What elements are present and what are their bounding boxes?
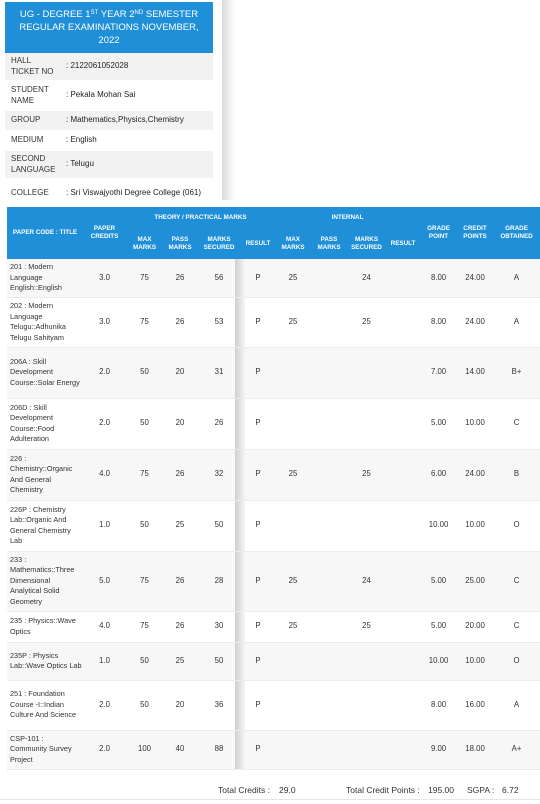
grade-obtained-cell: C (493, 611, 540, 642)
col-credit-points: CREDIT POINTS (457, 207, 493, 259)
credit-points-cell: 10.00 (457, 642, 493, 680)
table-header-row-1 (7, 207, 540, 229)
info-rows (5, 53, 213, 209)
theory-secured-value: 50 (214, 655, 224, 665)
paper-title-cell: 202 : Modern Language Telugu::Adhunika Telugu Sahityam (7, 297, 83, 347)
info-row (5, 131, 213, 151)
grade-point-cell: 10.00 (420, 642, 457, 680)
grade-point-cell: 5.00 (420, 398, 457, 449)
internal-pass-cell (311, 347, 347, 398)
student-info-panel (5, 2, 213, 209)
theory-secured-cell (197, 449, 241, 500)
internal-pass-cell (311, 611, 347, 642)
theory-max-cell: 75 (126, 449, 163, 500)
internal-secured-cell (347, 347, 386, 398)
col-theory-max-marks: MAX MARKS (126, 229, 163, 259)
paper-credits-cell: 1.0 (83, 500, 126, 551)
internal-result-cell (386, 347, 420, 398)
theory-pass-cell: 26 (163, 449, 197, 500)
paper-title-cell: 235P : Physics Lab::Wave Optics Lab (7, 642, 83, 680)
grade-obtained-cell: A (493, 259, 540, 297)
page-fold-shadow (235, 552, 245, 611)
info-row (5, 81, 213, 111)
page-fold-shadow (235, 731, 245, 769)
paper-credits-cell: 2.0 (83, 398, 126, 449)
theory-secured-value: 53 (214, 316, 224, 326)
internal-secured-cell: 25 (347, 449, 386, 500)
page-fold-shadow (235, 612, 245, 642)
theory-secured-cell (197, 500, 241, 551)
page-fold-shadow (235, 298, 245, 347)
col-group-theory: THEORY / PRACTICAL MARKS (126, 207, 275, 229)
table-row (7, 449, 540, 500)
theory-result-cell: P (241, 398, 275, 449)
col-internal-result: RESULT (386, 229, 420, 259)
total-credit-points-label: Total Credit Points : (346, 785, 420, 795)
exam-title-part: YEAR 2 (98, 9, 135, 20)
credit-points-cell: 24.00 (457, 449, 493, 500)
info-value: : Pekala Mohan Sai (60, 87, 213, 104)
paper-title-cell: 235 : Physics::Wave Optics (7, 611, 83, 642)
table-row (7, 642, 540, 680)
internal-max-cell: 25 (275, 449, 311, 500)
paper-credits-cell: 2.0 (83, 347, 126, 398)
grade-point-cell: 8.00 (420, 297, 457, 347)
credit-points-cell: 25.00 (457, 551, 493, 611)
grade-obtained-cell: B (493, 449, 540, 500)
col-grade-point: GRADE POINT (420, 207, 457, 259)
theory-pass-cell: 26 (163, 611, 197, 642)
page-fold-shadow (235, 501, 245, 551)
internal-result-cell (386, 398, 420, 449)
theory-max-cell: 100 (126, 730, 163, 769)
internal-result-cell (386, 449, 420, 500)
theory-secured-value: 26 (214, 418, 224, 428)
internal-pass-cell (311, 730, 347, 769)
total-credits-label: Total Credits : (218, 785, 270, 795)
exam-title-part: SEMESTER (143, 9, 199, 20)
internal-pass-cell (311, 680, 347, 730)
grade-obtained-cell: O (493, 642, 540, 680)
grade-point-cell: 5.00 (420, 551, 457, 611)
info-value: : Telugu (60, 156, 213, 173)
table-row (7, 259, 540, 297)
internal-secured-cell (347, 398, 386, 449)
grade-point-cell: 5.00 (420, 611, 457, 642)
theory-result-cell: P (241, 297, 275, 347)
paper-title-cell: 233 : Mathematics::Three Dimensional Analytical Solid Geometry (7, 551, 83, 611)
info-value: : Sri Viswajyothi Degree College (061) (60, 185, 213, 202)
page-fold-shadow (235, 681, 245, 730)
grade-obtained-cell: C (493, 551, 540, 611)
credit-points-cell: 24.00 (457, 259, 493, 297)
internal-max-cell: 25 (275, 297, 311, 347)
theory-pass-cell: 20 (163, 398, 197, 449)
info-row (5, 151, 213, 179)
exam-title-sup: ST (90, 10, 99, 16)
internal-max-cell (275, 500, 311, 551)
paper-title-cell: 226P : Chemistry Lab::Organic And General Chemistry Lab (7, 500, 83, 551)
internal-pass-cell (311, 398, 347, 449)
exam-title-line2: REGULAR EXAMINATIONS NOVEMBER, 2022 (19, 22, 199, 46)
table-row (7, 551, 540, 611)
col-paper-credits: PAPER CREDITS (83, 207, 126, 259)
paper-credits-cell: 2.0 (83, 730, 126, 769)
internal-pass-cell (311, 500, 347, 551)
theory-max-cell: 50 (126, 398, 163, 449)
totals-bar (0, 784, 540, 798)
grade-obtained-cell: C (493, 398, 540, 449)
theory-pass-cell: 25 (163, 642, 197, 680)
theory-max-cell: 50 (126, 642, 163, 680)
page-fold-shadow (235, 450, 245, 500)
credit-points-cell: 10.00 (457, 500, 493, 551)
col-group-internal: INTERNAL (275, 207, 420, 229)
theory-max-cell: 50 (126, 500, 163, 551)
internal-result-cell (386, 500, 420, 551)
grade-obtained-cell: A (493, 297, 540, 347)
theory-secured-value: 50 (214, 520, 224, 530)
theory-max-cell: 75 (126, 611, 163, 642)
internal-secured-cell (347, 730, 386, 769)
paper-credits-cell: 5.0 (83, 551, 126, 611)
info-label: HALL TICKET NO (11, 56, 54, 76)
internal-result-cell (386, 297, 420, 347)
table-row (7, 500, 540, 551)
paper-title-cell: 251 : Foundation Course -I::Indian Culture And Science (7, 680, 83, 730)
internal-pass-cell (311, 642, 347, 680)
page-fold-shadow (235, 259, 245, 297)
theory-max-cell: 75 (126, 297, 163, 347)
theory-secured-value: 31 (214, 367, 224, 377)
table-row (7, 730, 540, 769)
theory-result-cell: P (241, 500, 275, 551)
info-row (5, 179, 213, 209)
page-fold-shadow (222, 0, 236, 200)
paper-credits-cell: 2.0 (83, 680, 126, 730)
internal-secured-cell: 24 (347, 259, 386, 297)
paper-title-cell: 201 : Modern Language English::English (7, 259, 83, 297)
internal-secured-cell: 25 (347, 297, 386, 347)
theory-secured-value: 88 (214, 744, 224, 754)
info-label: STUDENT NAME (11, 85, 49, 105)
internal-secured-cell (347, 680, 386, 730)
col-internal-pass-marks: PASS MARKS (311, 229, 347, 259)
credit-points-cell: 24.00 (457, 297, 493, 347)
internal-pass-cell (311, 297, 347, 347)
theory-secured-cell (197, 347, 241, 398)
theory-result-cell: P (241, 259, 275, 297)
paper-title-cell: CSP-101 : Community Survey Project (7, 730, 83, 769)
credit-points-cell: 18.00 (457, 730, 493, 769)
internal-pass-cell (311, 449, 347, 500)
internal-max-cell: 25 (275, 611, 311, 642)
grade-obtained-cell: O (493, 500, 540, 551)
table-row (7, 297, 540, 347)
theory-pass-cell: 25 (163, 500, 197, 551)
col-theory-result: RESULT (241, 229, 275, 259)
grade-obtained-cell: A+ (493, 730, 540, 769)
theory-secured-cell (197, 297, 241, 347)
paper-credits-cell: 3.0 (83, 297, 126, 347)
sgpa-value: 6.72 (502, 785, 519, 795)
theory-secured-value: 32 (214, 469, 224, 479)
info-row (5, 111, 213, 131)
theory-secured-value: 28 (214, 575, 224, 585)
internal-result-cell (386, 642, 420, 680)
col-paper-code-title: PAPER CODE : TITLE (7, 207, 83, 259)
theory-result-cell: P (241, 611, 275, 642)
internal-result-cell (386, 259, 420, 297)
theory-secured-cell (197, 680, 241, 730)
grade-obtained-cell: A (493, 680, 540, 730)
total-credits-value: 29.0 (279, 785, 296, 795)
grade-point-cell: 10.00 (420, 500, 457, 551)
internal-max-cell: 25 (275, 551, 311, 611)
grade-point-cell: 9.00 (420, 730, 457, 769)
exam-title-line1 (9, 7, 209, 21)
paper-credits-cell: 3.0 (83, 259, 126, 297)
theory-result-cell: P (241, 642, 275, 680)
info-label: COLLEGE (11, 188, 49, 198)
page-fold-shadow (235, 399, 245, 449)
info-label: SECOND LANGUAGE (11, 154, 56, 174)
theory-result-cell: P (241, 551, 275, 611)
internal-result-cell (386, 611, 420, 642)
exam-title-part: UG - DEGREE 1 (19, 9, 91, 20)
col-theory-pass-marks: PASS MARKS (163, 229, 197, 259)
totals-divider (0, 799, 540, 800)
theory-result-cell: P (241, 449, 275, 500)
grade-point-cell: 7.00 (420, 347, 457, 398)
theory-max-cell: 50 (126, 680, 163, 730)
theory-pass-cell: 26 (163, 259, 197, 297)
theory-secured-cell (197, 611, 241, 642)
credit-points-cell: 20.00 (457, 611, 493, 642)
info-value: : English (60, 132, 213, 149)
internal-pass-cell (311, 259, 347, 297)
sgpa-label: SGPA : (467, 785, 495, 795)
credit-points-cell: 16.00 (457, 680, 493, 730)
exam-header (5, 2, 213, 53)
theory-secured-value: 36 (214, 699, 224, 709)
marks-table (7, 207, 540, 770)
internal-max-cell (275, 347, 311, 398)
internal-secured-cell (347, 500, 386, 551)
grade-point-cell: 6.00 (420, 449, 457, 500)
internal-result-cell (386, 551, 420, 611)
theory-pass-cell: 26 (163, 297, 197, 347)
theory-result-cell: P (241, 730, 275, 769)
theory-result-cell: P (241, 680, 275, 730)
grade-point-cell: 8.00 (420, 680, 457, 730)
page-fold-shadow (235, 348, 245, 398)
theory-secured-value: 56 (214, 272, 224, 282)
paper-credits-cell: 4.0 (83, 611, 126, 642)
internal-result-cell (386, 680, 420, 730)
theory-secured-cell (197, 730, 241, 769)
col-grade-obtained: GRADE OBTAINED (493, 207, 540, 259)
page-fold-shadow (235, 643, 245, 680)
col-internal-marks-secured: MARKS SECURED (347, 229, 386, 259)
theory-max-cell: 75 (126, 259, 163, 297)
internal-secured-cell (347, 642, 386, 680)
info-label: MEDIUM (11, 135, 44, 145)
theory-pass-cell: 20 (163, 680, 197, 730)
internal-secured-cell: 25 (347, 611, 386, 642)
paper-title-cell: 206A : Skill Development Course::Solar Energy (7, 347, 83, 398)
info-row (5, 53, 213, 81)
theory-max-cell: 50 (126, 347, 163, 398)
theory-secured-cell (197, 642, 241, 680)
internal-max-cell: 25 (275, 259, 311, 297)
internal-max-cell (275, 642, 311, 680)
table-row (7, 611, 540, 642)
theory-secured-cell (197, 259, 241, 297)
grade-point-cell: 8.00 (420, 259, 457, 297)
info-value: : 2122061052028 (60, 58, 213, 75)
table-row (7, 680, 540, 730)
internal-pass-cell (311, 551, 347, 611)
exam-title-sup: ND (134, 10, 144, 16)
theory-pass-cell: 40 (163, 730, 197, 769)
theory-secured-cell (197, 551, 241, 611)
marks-table-body (7, 259, 540, 769)
col-internal-max-marks: MAX MARKS (275, 229, 311, 259)
info-value: : Mathematics,Physics,Chemistry (60, 112, 213, 129)
paper-title-cell: 226 : Chemistry::Organic And General Chemistry (7, 449, 83, 500)
theory-secured-cell (197, 398, 241, 449)
table-row (7, 347, 540, 398)
theory-max-cell: 75 (126, 551, 163, 611)
paper-credits-cell: 1.0 (83, 642, 126, 680)
theory-pass-cell: 26 (163, 551, 197, 611)
total-credit-points-value: 195.00 (428, 785, 454, 795)
theory-pass-cell: 20 (163, 347, 197, 398)
col-theory-marks-secured: MARKS SECURED (197, 229, 241, 259)
grade-obtained-cell: B+ (493, 347, 540, 398)
paper-title-cell: 206D : Skill Development Course::Food Adulteration (7, 398, 83, 449)
table-row (7, 398, 540, 449)
theory-result-cell: P (241, 347, 275, 398)
paper-credits-cell: 4.0 (83, 449, 126, 500)
info-label: GROUP (11, 115, 41, 125)
credit-points-cell: 10.00 (457, 398, 493, 449)
internal-result-cell (386, 730, 420, 769)
internal-max-cell (275, 398, 311, 449)
theory-secured-value: 30 (214, 621, 224, 631)
internal-secured-cell: 24 (347, 551, 386, 611)
internal-max-cell (275, 680, 311, 730)
credit-points-cell: 14.00 (457, 347, 493, 398)
internal-max-cell (275, 730, 311, 769)
